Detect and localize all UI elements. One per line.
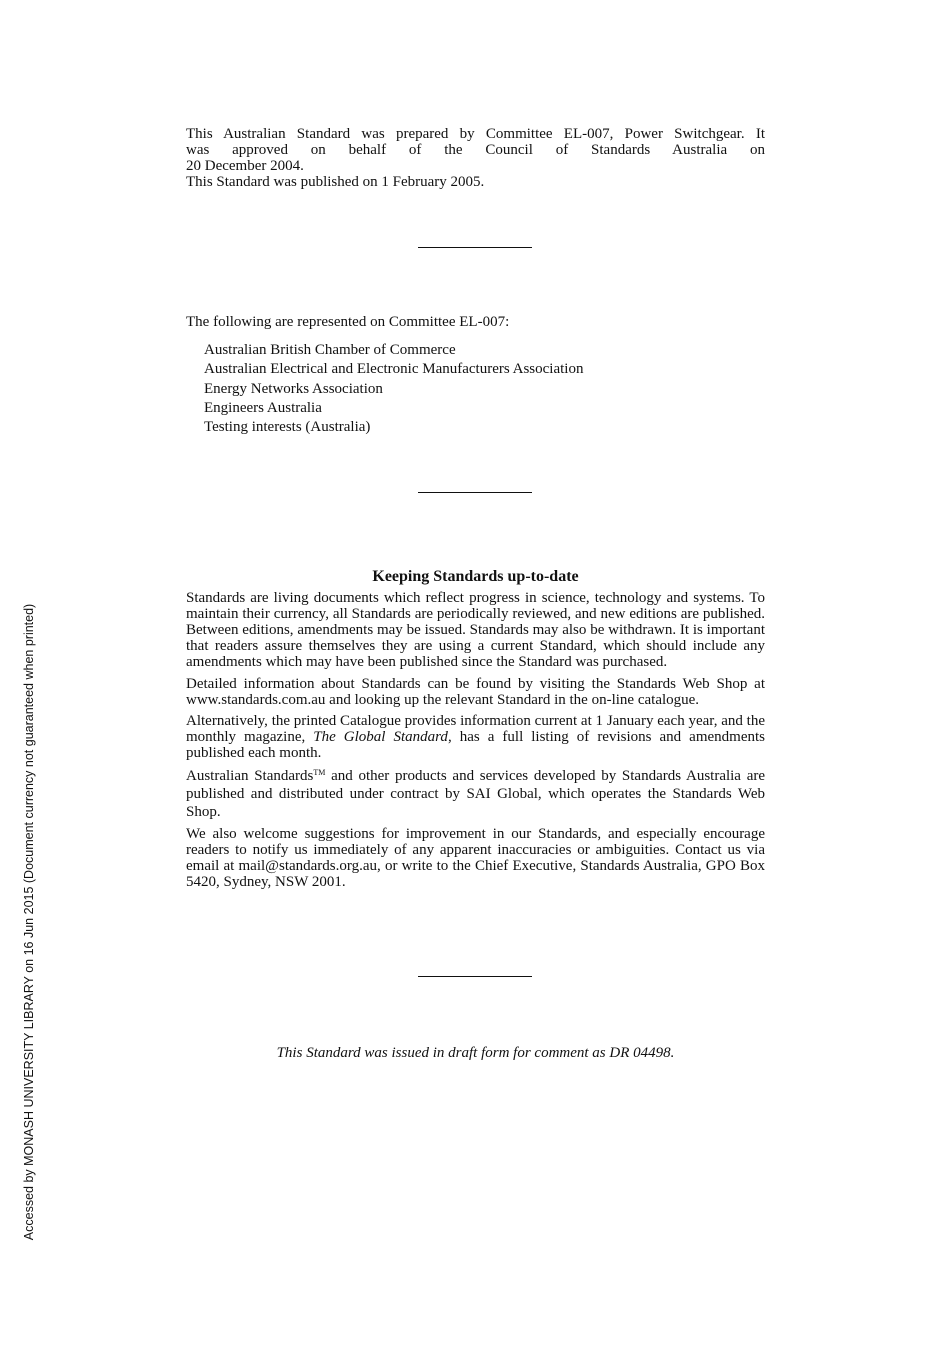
committee-member: Testing interests (Australia) <box>204 419 371 436</box>
committee-member: Australian Electrical and Electronic Manufacturers Association <box>204 361 584 378</box>
trademark-mark: TM <box>313 767 326 777</box>
committee-member: Energy Networks Association <box>204 380 383 397</box>
publication-date-line: This Standard was published on 1 February 2005. <box>186 174 485 190</box>
paragraph-web-shop: Detailed information about Standards can be found by visiting the Standards Web Shop at www.standards.com.au and looking up the relevant Standard in the on-line catalogue. <box>186 675 765 708</box>
section-divider-2 <box>418 492 532 493</box>
sai-global-text: and other products and services developed by Standards Australia are published and distributed under contract by SAI Global, which operates the Standards Web Shop. <box>186 767 766 820</box>
magazine-title: The Global Standard <box>313 729 448 745</box>
access-watermark-text: Accessed by MONASH UNIVERSITY LIBRARY on 16 Jun 2015 (Document currency not guaranteed when printed) <box>22 603 36 1241</box>
section-divider-1 <box>418 247 532 248</box>
australian-standards-label: Australian Standards <box>186 767 314 784</box>
approval-statement <box>186 126 765 190</box>
keeping-standards-heading: Keeping Standards up-to-date <box>372 568 579 585</box>
committee-member: Engineers Australia <box>204 399 322 416</box>
catalogue-text-start: Alternatively, the printed Catalogue provides information current at 1 January each year, and the monthly magazine, <box>186 713 765 745</box>
paragraph-living-documents: Standards are living documents which reflect progress in science, technology and systems. To maintain their currency, all Standards are periodically reviewed, and new editions are published. Between editions, amendments may be issued. Standards may also be withdrawn. It is important that readers assure themselves they are using a current Standard, which should include any amendments which may have been published since the Standard was purchased. <box>186 590 765 670</box>
paragraph-catalogue <box>186 713 765 761</box>
catalogue-text-end: , has a full listing of revisions and amendments published each month. <box>186 729 765 761</box>
paragraph-suggestions: We also welcome suggestions for improvement in our Standards, and especially encourage readers to notify us immediately of any apparent inaccuracies or ambiguities. Contact us via email at mail@standards.org.au, or write to the Chief Executive, Standards Australia, GPO Box 5420, Sydney, NSW 2001. <box>186 826 765 890</box>
approval-line-3: 20 December 2004. <box>186 158 304 174</box>
committee-intro: The following are represented on Committee EL-007: <box>186 314 510 330</box>
draft-issue-note: This Standard was issued in draft form for comment as DR 04498. <box>276 1045 675 1061</box>
committee-member: Australian British Chamber of Commerce <box>204 342 456 358</box>
section-divider-3 <box>418 976 532 977</box>
keeping-standards-body <box>186 590 765 896</box>
approval-line-2: was approved on behalf of the Council of Standards Australia on <box>186 142 765 158</box>
committee-member-list <box>204 341 583 437</box>
approval-line-1: This Australian Standard was prepared by Committee EL-007, Power Switchgear. It <box>186 126 765 142</box>
paragraph-sai-global <box>186 767 765 821</box>
